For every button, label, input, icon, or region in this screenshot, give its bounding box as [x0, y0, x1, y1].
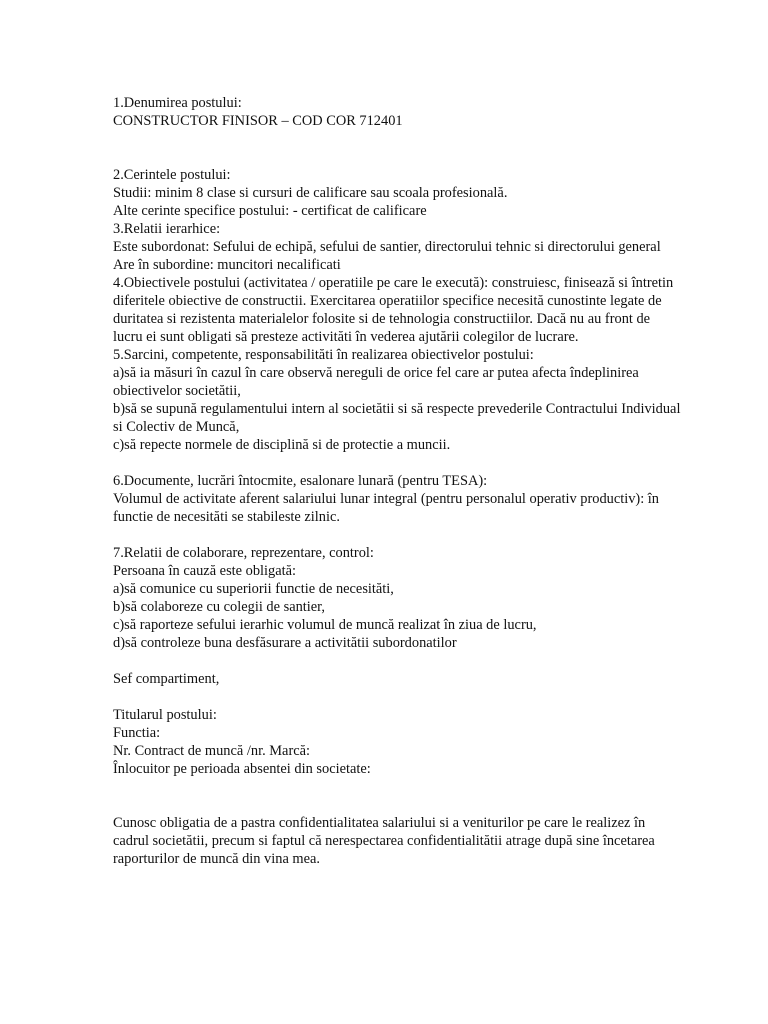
confidentiality-statement: Cunosc obligatia de a pastra confidentialitatea salariului si a veniturilor pe care le realizez în cadrul societătii, precum si faptul că nerespectarea confidentialitătii atrage după sine încetarea raporturilor de muncă din vina mea.: [113, 815, 659, 867]
section-4-objectives: 4.Obiectivele postului (activitatea / operatiile pe care le execută): construiesc, finisează si întretin diferitele obiective de constructii. Exercitarea operatiilor specifice necesită cunostinte legate de duritatea si rezistenta materialelor folosite si de tehnologia constructiilor. Dacă nu au front de lucru ei sunt obligati să presteze activităti în vederea ajutării colegilor de lucrare.: [113, 275, 677, 345]
job-title: CONSTRUCTOR FINISOR – COD COR 712401: [113, 113, 403, 129]
section-5-heading: 5.Sarcini, competente, responsabilităti în realizarea obiectivelor postului:: [113, 347, 534, 363]
hierarchy-subordinates: Are în subordine: muncitori necalificati: [113, 257, 341, 273]
section-2-heading: 2.Cerintele postului:: [113, 167, 231, 183]
spacer: [113, 526, 683, 544]
signature-function: Functia:: [113, 725, 161, 741]
section-6-heading: 6.Documente, lucrări întocmite, esalonare lunară (pentru TESA):: [113, 473, 488, 489]
collaboration-item: b)să colaboreze cu colegii de santier,: [113, 599, 325, 615]
signature-replacement: Înlocuitor pe perioada absentei din societate:: [113, 761, 371, 777]
spacer: [113, 130, 683, 166]
task-item: b)să se supună regulamentului intern al societătii si să respecte prevederile Contractului Individual si Colectiv de Muncă,: [113, 401, 685, 435]
collaboration-item: c)să raporteze sefului ierarhic volumul de muncă realizat în ziua de lucru,: [113, 617, 537, 633]
collaboration-item: d)să controleze buna desfăsurare a activitătii subordonatilor: [113, 635, 457, 651]
section-7-heading: 7.Relatii de colaborare, reprezentare, control:: [113, 545, 374, 561]
task-item: c)să repecte normele de disciplină si de protectie a muncii.: [113, 437, 451, 453]
section-6-text: Volumul de activitate aferent salariului lunar integral (pentru personalul operativ productiv): în functie de necesităti se stabileste zilnic.: [113, 491, 663, 525]
requirements-studies: Studii: minim 8 clase si cursuri de calificare sau scoala profesională.: [113, 185, 508, 201]
section-1-heading: 1.Denumirea postului:: [113, 95, 242, 111]
spacer: [113, 778, 683, 814]
signature-holder: Titularul postului:: [113, 707, 217, 723]
spacer: [113, 454, 683, 472]
job-description-document: [113, 94, 683, 868]
signature-head: Sef compartiment,: [113, 671, 220, 687]
hierarchy-subordinate-to: Este subordonat: Sefului de echipă, sefului de santier, directorului tehnic si directorului general: [113, 239, 661, 255]
requirements-other: Alte cerinte specifice postului: - certificat de calificare: [113, 203, 427, 219]
collaboration-item: a)să comunice cu superiorii functie de necesităti,: [113, 581, 394, 597]
section-7-intro: Persoana în cauză este obligată:: [113, 563, 297, 579]
spacer: [113, 688, 683, 706]
section-3-heading: 3.Relatii ierarhice:: [113, 221, 221, 237]
task-item: a)să ia măsuri în cazul în care observă nereguli de orice fel care ar putea afecta îndeplinirea obiectivelor societătii,: [113, 365, 643, 399]
signature-contract: Nr. Contract de muncă /nr. Marcă:: [113, 743, 311, 759]
spacer: [113, 652, 683, 670]
